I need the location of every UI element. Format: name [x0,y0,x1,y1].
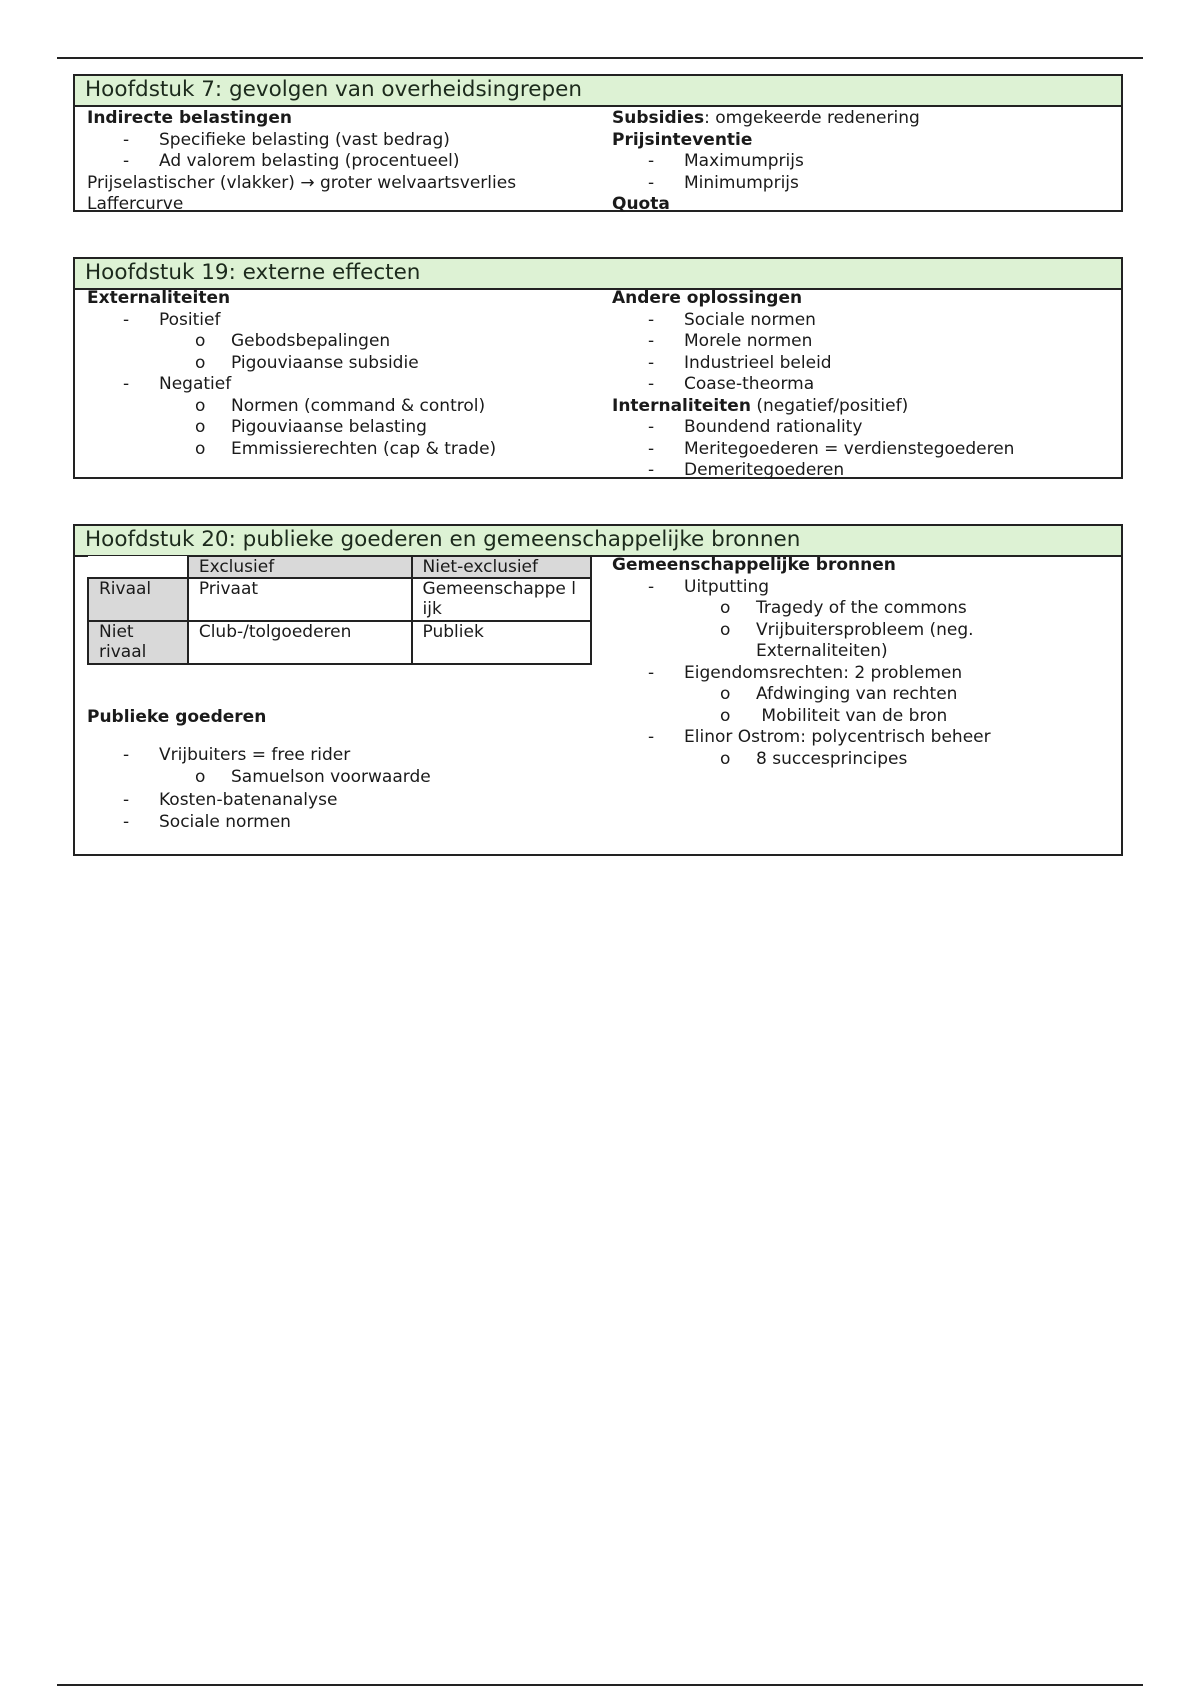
internaliteiten-text: (negatief/positief) [750,395,909,416]
list-item: - Maximumprijs [612,151,1112,173]
section-heading: Externaliteiten [87,288,231,308]
chapter-20-box [73,524,1123,856]
chapter-20-right [612,555,1112,770]
sub-list-item: o Pigouviaanse subsidie [87,353,607,375]
list-item: - Morele normen [612,331,1112,353]
matrix-cell: Club-/tolgoederen [188,621,412,664]
list-item: - Eigendomsrechten: 2 problemen [612,663,1112,685]
list-item: - Sociale normen [87,812,607,834]
list-item: - Negatief [87,374,607,396]
section-heading: Gemeenschappelijke bronnen [612,555,896,575]
matrix-col-header: Niet-exclusief [412,556,591,578]
chapter-19-right [612,288,1112,482]
list-item: - Sociale normen [612,310,1112,332]
list-item: - Specifieke belasting (vast bedrag) [87,130,607,152]
section-heading: Indirecte belastingen [87,108,292,128]
chapter-7-left [87,108,607,216]
list-item: - Meritegoederen = verdienstegoederen [612,439,1112,461]
sub-list-continuation: Externaliteiten) [756,641,888,661]
section-heading: Prijsinteventie [612,129,753,150]
sub-list-item: o Afdwinging van rechten [612,684,1112,706]
chapter-20-left [87,707,607,834]
sub-list-item: o Emmissierechten (cap & trade) [87,439,607,461]
chapter-19-box [73,257,1123,479]
list-item: - Industrieel beleid [612,353,1112,375]
list-item: - Coase-theorma [612,374,1112,396]
list-item: - Kosten-batenanalyse [87,790,607,812]
sub-list-item: o Gebodsbepalingen [87,331,607,353]
list-item: - Minimumprijs [612,173,1112,195]
subsidies-line [612,108,1112,130]
list-item: - Elinor Ostrom: polycentrisch beheer [612,727,1112,749]
chapter-7-box [73,74,1123,212]
matrix-cell: Publiek [412,621,591,664]
header-rule [57,57,1143,59]
list-item: - Uitputting [612,577,1112,599]
list-item: - Positief [87,310,607,332]
sub-list-item: o Mobiliteit van de bron [612,706,1112,728]
section-heading: Quota [612,194,670,214]
text-line: Laffercurve [87,194,184,214]
sub-list-item: o Vrijbuitersprobleem (neg. [612,620,1112,642]
sub-list-item: o Tragedy of the commons [612,598,1112,620]
internaliteiten-line [612,396,1112,418]
chapter-19-left [87,288,607,460]
list-item: - Ad valorem belasting (procentueel) [87,151,607,173]
chapter-20-title: Hoofdstuk 20: publieke goederen en gemeenschappelijke bronnen [75,526,1121,557]
sub-list-item: o 8 succesprincipes [612,749,1112,771]
section-heading: Andere oplossingen [612,288,803,308]
sub-list-item: o Pigouviaanse belasting [87,417,607,439]
chapter-19-title: Hoofdstuk 19: externe effecten [75,259,1121,290]
matrix-row-header: Niet rivaal [88,621,188,664]
footer-rule [57,1684,1143,1686]
sub-list-item: o Normen (command & control) [87,396,607,418]
text-line: Prijselastischer (vlakker) → groter welvaartsverlies [87,172,517,193]
subsidies-text: : omgekeerde redenering [704,108,920,128]
list-item: - Boundend rationality [612,417,1112,439]
sub-list-item: o Samuelson voorwaarde [87,767,607,789]
chapter-7-title: Hoofdstuk 7: gevolgen van overheidsingrepen [75,76,1121,107]
internaliteiten-label: Internaliteiten [612,395,751,416]
matrix-corner [88,556,188,578]
section-heading: Publieke goederen [87,707,267,727]
list-item: - Vrijbuiters = free rider [87,745,607,767]
list-item: - Demeritegoederen [612,460,1112,482]
matrix-row-header: Rivaal [88,578,188,621]
chapter-7-right [612,108,1112,216]
goods-matrix [87,555,592,665]
matrix-cell: Gemeenschappe lijk [412,578,591,621]
matrix-col-header: Exclusief [188,556,412,578]
subsidies-label: Subsidies [612,108,705,128]
matrix-cell: Privaat [188,578,412,621]
